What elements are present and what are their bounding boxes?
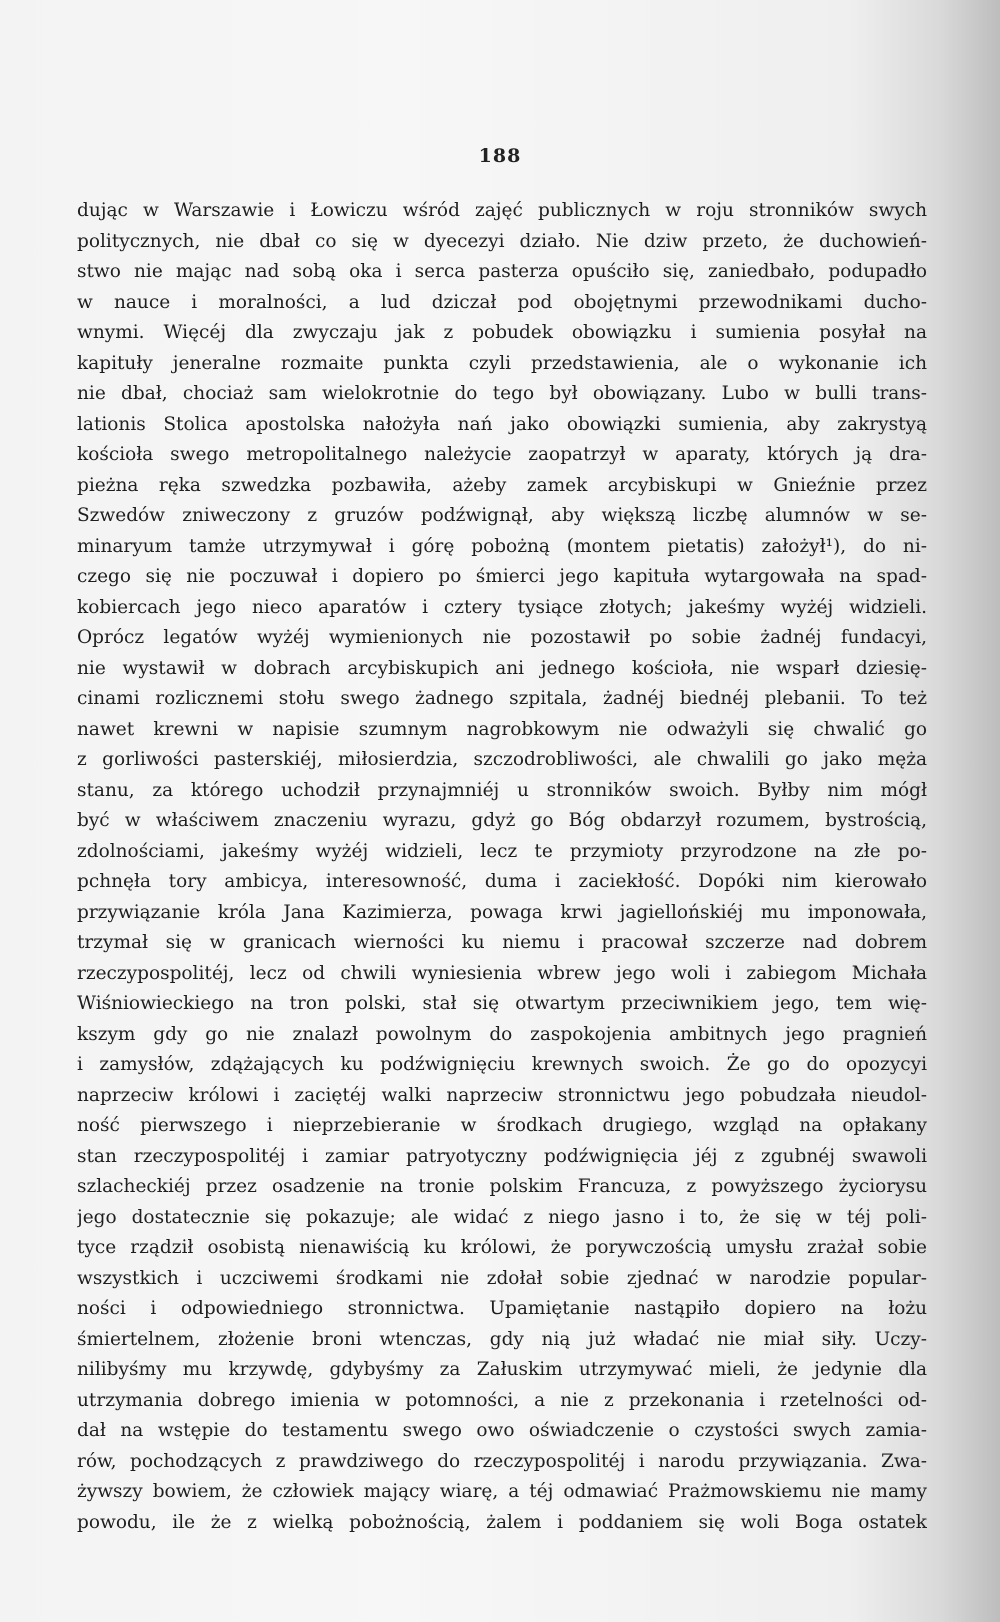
text-line: jego dostatecznie się pokazuje; ale widać z niego jasno i to, że się w téj poli- — [77, 1206, 927, 1228]
body-text — [77, 196, 927, 1538]
text-line: minaryum tamże utrzymywał i górę pobożną (montem pietatis) założył¹), do ni- — [77, 535, 927, 557]
text-line: w nauce i moralności, a lud dziczał pod obojętnymi przewodnikami ducho- — [77, 291, 927, 313]
text-line: przywiązanie króla Jana Kazimierza, powaga krwi jagiellońskiéj mu imponowała, — [77, 901, 927, 923]
text-line: ności i odpowiedniego stronnictwa. Upamiętanie nastąpiło dopiero na łożu — [77, 1298, 927, 1319]
text-line: Wiśniowieckiego na tron polski, stał się otwartym przeciwnikiem jego, tem wię- — [77, 993, 927, 1014]
text-line: stwo nie mając nad sobą oka i serca pasterza opuściło się, zaniedbało, podupadło — [77, 261, 927, 282]
text-line: wszystkich i uczciwemi środkami nie zdołał sobie zjednać w narodzie popular- — [77, 1267, 927, 1289]
text-line: nie dbał, chociaż sam wielokrotnie do tego był obowiązany. Lubo w bulli trans- — [77, 383, 927, 404]
text-line: stanu, za którego uchodził przynajmniéj u stronników swoich. Byłby nim mógł — [77, 779, 927, 801]
text-line: pchnęła tory ambicya, interesowność, duma i zaciekłość. Dopóki nim kierowało — [77, 871, 927, 892]
text-line: tyce rządził osobistą nienawiścią ku królowi, że porywczością umysłu zrażał sobie — [77, 1237, 927, 1258]
text-line: ność pierwszego i nieprzebieranie w środkach drugiego, wzgląd na opłakany — [77, 1115, 927, 1136]
text-line: cinami rozlicznemi stołu swego żadnego szpitala, żadnéj biednéj plebanii. To też — [77, 688, 927, 709]
text-line: i zamysłów, zdążających ku podźwignięciu krewnych swoich. Że go do opozycyi — [77, 1054, 927, 1075]
text-line: być w właściwem znaczeniu wyrazu, gdyż go Bóg obdarzył rozumem, bystrością, — [77, 810, 927, 831]
text-line: żywszy bowiem, że człowiek mający wiarę, a téj odmawiać Prażmowskiemu nie mamy — [77, 1481, 927, 1502]
text-line: czego się nie poczuwał i dopiero po śmierci jego kapituła wytargowała na spad- — [77, 566, 927, 587]
text-line: dując w Warszawie i Łowiczu wśród zajęć publicznych w roju stronników swych — [77, 200, 927, 221]
text-line: pieżna ręka szwedzka pozbawiła, ażeby zamek arcybiskupi w Gnieźnie przez — [77, 474, 927, 496]
text-line: z gorliwości pasterskiéj, miłosierdzia, szczodrobliwości, ale chwalili go jako męża — [77, 749, 927, 770]
text-line: Oprócz legatów wyżéj wymienionych nie pozostawił po sobie żadnéj fundacyi, — [77, 627, 927, 648]
text-line: zdolnościami, jakeśmy wyżéj widzieli, lecz te przymioty przyrodzone na złe po- — [77, 840, 927, 862]
text-line: dał na wstępie do testamentu swego owo oświadczenie o czystości swych zamia- — [77, 1420, 927, 1441]
text-line: wnymi. Więcéj dla zwyczaju jak z pobudek obowiązku i sumienia posyłał na — [77, 322, 927, 343]
page-number: 188 — [478, 145, 522, 167]
text-line: kszym gdy go nie znalazł powolnym do zaspokojenia ambitnych jego pragnień — [77, 1023, 927, 1045]
text-line: powodu, ile że z wielką pobożnością, żalem i poddaniem się woli Boga ostatek — [77, 1511, 927, 1533]
text-line: nawet krewni w napisie szumnym nagrobkowym nie odważyli się chwalić go — [77, 718, 927, 740]
text-line: politycznych, nie dbał co się w dyecezyi działo. Nie dziw przeto, że duchowień- — [77, 230, 927, 252]
text-line: lationis Stolica apostolska nałożyła nań jako obowiązki sumienia, aby zakrystyą — [77, 413, 927, 435]
text-line: szlacheckiéj przez osadzenie na tronie polskim Francuza, z powyższego życiorysu — [77, 1176, 927, 1197]
text-line: naprzeciw królowi i zaciętéj walki naprzeciw stronnictwu jego pobudzała nieudol- — [77, 1084, 927, 1106]
text-line: Szwedów zniweczony z gruzów podźwignął, aby większą liczbę alumnów w se- — [77, 505, 927, 526]
text-line: śmiertelnem, złożenie broni wtenczas, gdy nią już władać nie miał siły. Uczy- — [77, 1328, 927, 1350]
text-line: kościoła swego metropolitalnego należycie zaopatrzył w aparaty, których ją dra- — [77, 444, 927, 465]
text-line: nie wystawił w dobrach arcybiskupich ani jednego kościoła, nie wsparł dziesię- — [77, 657, 927, 679]
text-line: utrzymania dobrego imienia w potomności, a nie z przekonania i rzetelności od- — [77, 1389, 927, 1411]
text-line: trzymał się w granicach wierności ku niemu i pracował szczerze nad dobrem — [77, 932, 927, 953]
text-line: stan rzeczypospolitéj i zamiar patryotyczny podźwignięcia jéj z zgubnéj swawoli — [77, 1145, 927, 1167]
text-line: nilibyśmy mu krzywdę, gdybyśmy za Załuskim utrzymywać mieli, że jedynie dla — [77, 1359, 927, 1380]
text-line: rów, pochodzących z prawdziwego do rzeczypospolitéj i narodu przywiązania. Zwa- — [77, 1450, 927, 1472]
text-line: rzeczypospolitéj, lecz od chwili wyniesienia wbrew jego woli i zabiegom Michała — [77, 962, 927, 984]
text-line: kapituły jeneralne rozmaite punkta czyli przedstawienia, ale o wykonanie ich — [77, 352, 927, 374]
text-line: kobiercach jego nieco aparatów i cztery tysiące złotych; jakeśmy wyżéj widzieli. — [77, 596, 927, 618]
